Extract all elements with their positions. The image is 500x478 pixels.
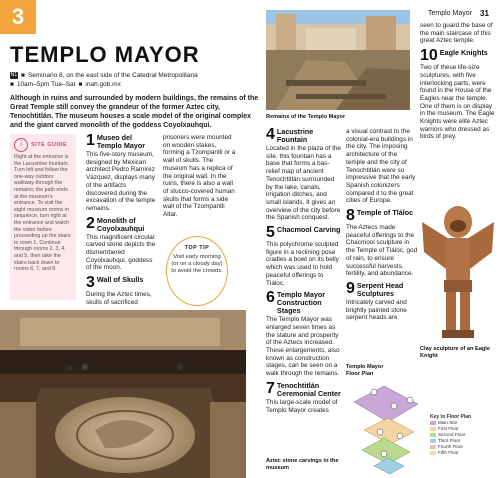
- swatch-icon: [430, 421, 436, 425]
- floor-key-label: Main Site: [438, 420, 458, 425]
- item-5-heading: [266, 226, 342, 240]
- page-title: TEMPLO MAYOR: [10, 42, 200, 67]
- item-number: 7: [266, 379, 275, 397]
- item-title: Templo Mayor Construction Stages: [276, 290, 326, 316]
- item-number: 5: [266, 224, 275, 242]
- item-1-body: This five-story museum, designed by Mexican architect Pedro Ramírez Vázquez, displays many of the artifacts discovered during the excavation of the temple remains.: [86, 151, 156, 212]
- ruins-photo-illustration: [266, 10, 410, 110]
- info-icon: i: [14, 138, 28, 152]
- site-guide-heading: SITE GUIDE: [31, 142, 68, 148]
- column-3: prisoners were mounted on wooden stakes, forming a Tzompantli or a wall of skulls. The museum has a replica of the original wall. In the ruins, there is also a wall of stucco-covered human skulls that forms a side wall of the Tzompantli Altar.: [163, 134, 236, 219]
- eagle-caption: Clay sculpture of an Eagle Knight: [420, 346, 490, 359]
- item-number: 10: [420, 47, 438, 65]
- web-text[interactable]: inah.gob.mx: [85, 81, 121, 88]
- floor-plan-key: [430, 414, 471, 456]
- item-6-heading: [266, 291, 342, 315]
- swatch-icon: [430, 427, 436, 431]
- item-title: Museo del Templo Mayor: [96, 133, 146, 150]
- column-2: [86, 134, 158, 311]
- templo-ruins-photo: [266, 10, 410, 110]
- floorplan-caption: Templo Mayor Floor Plan: [346, 364, 384, 377]
- item-number: 3: [86, 274, 95, 292]
- item-4-continued: a visual contrast to the colonial-era buildings in the city. The imposing architecture of the temple and the city of Tenochtitlán were so impressive that the early Spanish colonizers compared it to the great cities of Europe.: [346, 128, 416, 205]
- floor-key-label: Third Floor: [438, 438, 461, 443]
- item-10-body: Two of these life-size sculptures, with five interlocking parts, were found in the House of the Eagles near the temple. One of them is on display in the museum. The Eagle Knights were elite Aztec warriors who dressed as birds of prey.: [420, 64, 495, 141]
- top-tip-badge: [166, 236, 228, 306]
- item-4-heading: [266, 128, 342, 144]
- web-icon: ■: [78, 81, 83, 88]
- site-guide-text: Right at the entrance is the Lacustrine fountain. Turn left and follow the one-way outdoor walkway through the remains; the path ends at the museum's entrance. To visit the eight museum rooms in sequence, turn right at the entrance and watch the video before proceeding up the stairs to room 1. Continue through rooms 2, 3, 4, and 5, then take the stairs back down to rooms 6, 7, and 8.: [14, 154, 71, 273]
- item-title: Eagle Knights: [439, 48, 488, 58]
- map-grid-icon: N1: [10, 72, 18, 78]
- item-3-body: During the Aztec times, skulls of sacrificed: [86, 291, 152, 306]
- eagle-knight-photo: [420, 192, 496, 342]
- intro-paragraph: Although in ruins and surrounded by modern buildings, the remains of the Great Temple still convey the grandeur of the former Aztec city, Tenochtitlán. The museum houses a scale model of the original complex and the giant carved monolith of the goddess Coyolxauhqui.: [10, 95, 259, 129]
- item-1-heading: [86, 134, 158, 150]
- address-text: Seminario 8, on the east side of the Catedral Metropolitana: [27, 72, 198, 79]
- item-6-body: The Templo Mayor was enlarged seven times as the stature and prosperity of the Aztecs increased. These enlargements, also known as construction stages, can be seen on a walk through the remains.: [266, 316, 340, 378]
- item-8-body: The Aztecs made peaceful offerings to the Chacmool sculpture in the Temple of Tláloc, god of rain, to ensure successful harvests, fertility, and abundance.: [346, 224, 418, 278]
- item-2-body: This magnificent circular carved stone depicts the dismembered Coyolxauhqui, goddess of the moon.: [86, 233, 156, 272]
- swatch-icon: [430, 433, 436, 437]
- floor-key-heading: Key to Floor Plan: [430, 414, 472, 420]
- floor-key-label: Fifth Floor: [438, 450, 459, 455]
- item-number: 9: [346, 279, 355, 297]
- hours-text: 10am–5pm Tue–Sat: [16, 81, 76, 88]
- museum-photo-illustration: [0, 310, 246, 478]
- floor-key-label: First Floor: [438, 426, 459, 431]
- column-4: [266, 128, 342, 418]
- address-line: [10, 72, 198, 79]
- item-number: 4: [266, 126, 275, 143]
- item-5-body: This polychrome sculpted figure in a reclining pose cradles a bowl on its belly which was used to hold peaceful offerings to Tláloc.: [266, 241, 339, 287]
- item-title: Wall of Skulls: [96, 275, 144, 285]
- item-number: 1: [86, 132, 95, 149]
- floor-key-entry: [430, 450, 471, 456]
- floor-plan-illustration: [344, 372, 428, 476]
- ruins-caption: Remains of the Templo Mayor: [266, 114, 346, 120]
- page-number: 31: [480, 9, 489, 18]
- item-4-body: Located in the plaza of the site, this fountain has a base that forms a bas-relief map of ancient Tenochtitlán surrounded by the lake, canals, irrigation ditches, and small islands. It gives an overview of the city before the Spanish conquest.: [266, 145, 341, 222]
- item-number: 2: [86, 214, 95, 232]
- item-9-body: Intricately carved and brightly painted stone serpent heads are: [346, 298, 407, 322]
- carvings-caption: Aztec stone carvings in the museum: [266, 458, 339, 471]
- item-title: Monolith of Coyolxauhqui: [96, 215, 145, 233]
- museum-carvings-photo: [0, 310, 246, 478]
- item-title: Tenochtitlán Ceremonial Center: [276, 380, 341, 398]
- clock-icon: ■: [10, 81, 14, 88]
- swatch-icon: [430, 439, 436, 443]
- item-7-heading: [266, 379, 342, 398]
- item-3-heading: [86, 276, 158, 290]
- item-title: Serpent Head Sculptures: [356, 280, 404, 298]
- swatch-icon: [430, 451, 436, 455]
- column-5: [346, 128, 418, 326]
- item-7-body: This large-scale model of Templo Mayor creates: [266, 398, 338, 414]
- item-9-continued: seen to guard the base of the main staircase of this great Aztec temple.: [420, 22, 493, 45]
- section-number-badge: 3: [0, 0, 36, 34]
- swatch-icon: [430, 445, 436, 449]
- item-number: 6: [266, 289, 275, 307]
- floor-key-label: Second Floor: [438, 432, 466, 437]
- top-tip-text: Visit early morning (or on a cloudy day) to avoid the crowds.: [171, 254, 223, 274]
- item-9-heading: [346, 279, 418, 298]
- floor-plan-diagram: [344, 372, 428, 476]
- item-title: Chacmool Carving: [276, 225, 341, 235]
- item-10-heading: [420, 49, 496, 63]
- top-tip-heading: TOP TIP: [184, 245, 210, 251]
- item-2-heading: [86, 214, 158, 233]
- map-pin-icon: ■: [21, 72, 25, 79]
- site-guide-box: [10, 134, 76, 300]
- running-head-title: Templo Mayor: [428, 10, 472, 17]
- floor-key-label: Fourth Floor: [438, 444, 464, 449]
- column-6: [420, 22, 496, 145]
- hours-line: [10, 81, 121, 88]
- item-title: Temple of Tláloc: [356, 208, 414, 218]
- item-title: Lacustrine Fountain: [276, 127, 314, 144]
- item-8-heading: [346, 209, 418, 223]
- eagle-knight-illustration: [420, 192, 496, 342]
- item-number: 8: [346, 207, 355, 225]
